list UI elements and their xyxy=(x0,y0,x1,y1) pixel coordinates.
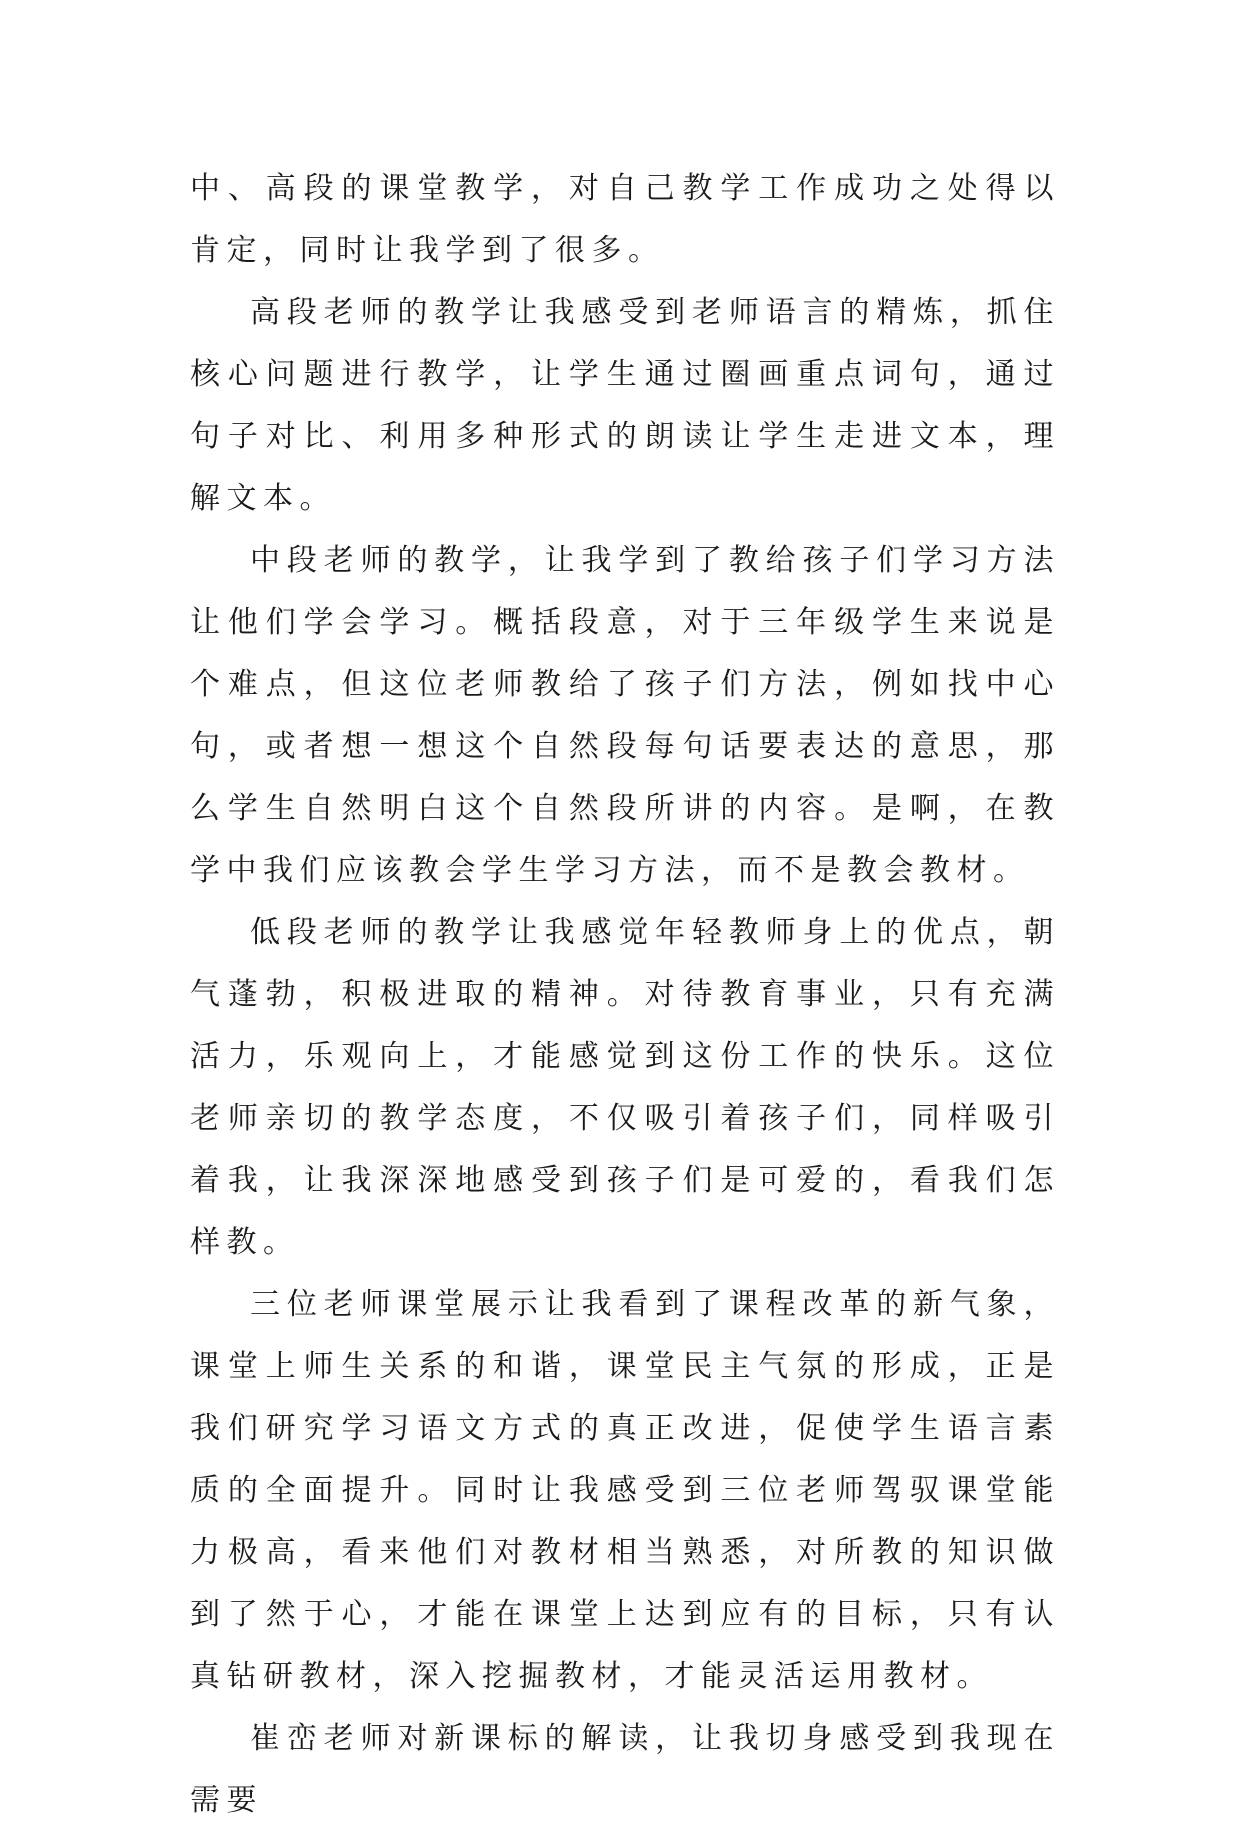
paragraph-senior-teacher: 高段老师的教学让我感受到老师语言的精炼，抓住核心问题进行教学，让学生通过圈画重点词句，通过句子对比、利用多种形式的朗读让学生走进文本，理解文本。 xyxy=(190,295,1060,516)
paragraph-junior-teacher: 低段老师的教学让我感觉年轻教师身上的优点，朝气蓬勃，积极进取的精神。对待教育事业，只有充满活力，乐观向上，才能感觉到这份工作的快乐。这位老师亲切的教学态度，不仅吸引着孩子们，同样吸引着我，让我深深地感受到孩子们是可爱的，看我们怎样教。 xyxy=(190,915,1060,1260)
body-text xyxy=(190,158,1060,1832)
paragraph-three-teachers: 三位老师课堂展示让我看到了课程改革的新气象，课堂上师生关系的和谐，课堂民主气氛的形成，正是我们研究学习语文方式的真正改进，促使学生语言素质的全面提升。同时让我感受到三位老师驾驭课堂能力极高，看来他们对教材相当熟悉，对所教的知识做到了然于心，才能在课堂上达到应有的目标，只有认真钻研教材，深入挖掘教材，才能灵活运用教材。 xyxy=(190,1287,1060,1694)
paragraph-cui-luan: 崔峦老师对新课标的解读，让我切身感受到我现在需要 xyxy=(190,1721,1060,1818)
paragraph-continued: 中、高段的课堂教学，对自己教学工作成功之处得以肯定，同时让我学到了很多。 xyxy=(190,171,1060,268)
paragraph-middle-teacher: 中段老师的教学，让我学到了教给孩子们学习方法让他们学会学习。概括段意，对于三年级学生来说是个难点，但这位老师教给了孩子们方法，例如找中心句，或者想一想这个自然段每句话要表达的意思，那么学生自然明白这个自然段所讲的内容。是啊，在教学中我们应该教会学生学习方法，而不是教会教材。 xyxy=(190,543,1060,888)
